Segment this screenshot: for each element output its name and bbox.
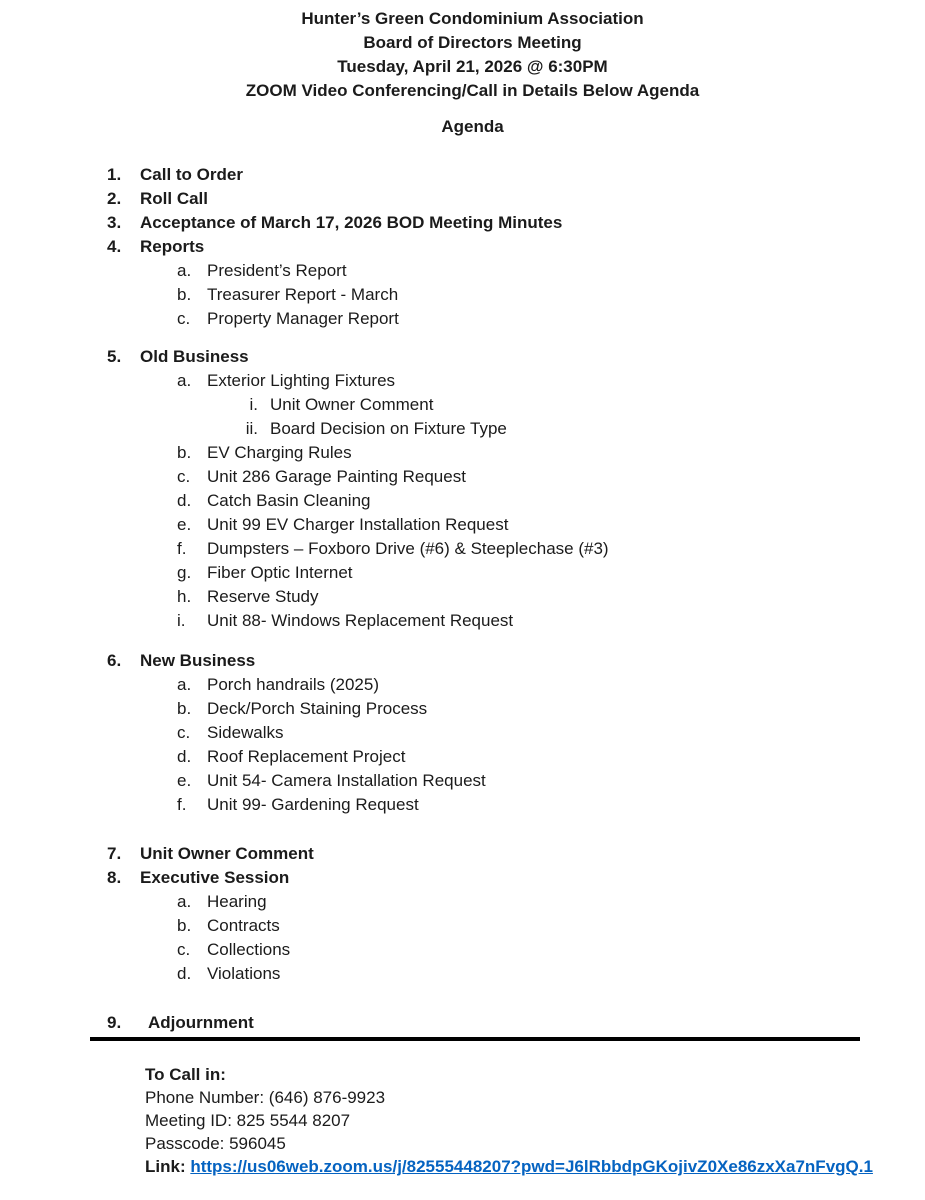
agenda-item-8d xyxy=(0,962,925,986)
item-label: Fiber Optic Internet xyxy=(207,563,353,582)
item-label: Property Manager Report xyxy=(207,309,399,328)
agenda-item-1 xyxy=(0,163,925,187)
phone-number: Phone Number: (646) 876-9923 xyxy=(145,1088,386,1107)
item-label: Unit 54- Camera Installation Request xyxy=(207,771,486,790)
item-marker: a. xyxy=(177,892,192,911)
item-label: Unit 99 EV Charger Installation Request xyxy=(207,515,509,534)
item-marker: 9. xyxy=(107,1013,122,1032)
agenda-item-5b xyxy=(0,441,925,465)
item-marker: g. xyxy=(177,563,192,582)
item-marker: 7. xyxy=(107,844,122,863)
item-marker: e. xyxy=(177,771,192,790)
item-label: Exterior Lighting Fixtures xyxy=(207,371,396,390)
item-marker: i. xyxy=(249,395,258,414)
document-header xyxy=(105,7,840,103)
item-marker: d. xyxy=(177,491,192,510)
item-marker: e. xyxy=(177,515,192,534)
item-marker: b. xyxy=(177,699,192,718)
agenda-item-6f xyxy=(0,793,925,817)
item-label: Acceptance of March 17, 2026 BOD Meeting Minutes xyxy=(140,213,563,232)
item-label: Violations xyxy=(207,964,281,983)
item-label: Executive Session xyxy=(140,868,290,887)
item-marker: 3. xyxy=(107,213,122,232)
agenda-item-8b xyxy=(0,914,925,938)
call-in-heading: To Call in: xyxy=(145,1065,226,1084)
item-label: Roof Replacement Project xyxy=(207,747,406,766)
call-in-details xyxy=(145,1063,925,1178)
agenda-item-6c xyxy=(0,721,925,745)
horizontal-rule xyxy=(90,1037,860,1041)
agenda-item-5a xyxy=(0,369,925,393)
agenda-item-5e xyxy=(0,513,925,537)
agenda-item-5h xyxy=(0,585,925,609)
agenda-item-5d xyxy=(0,489,925,513)
agenda-item-8c xyxy=(0,938,925,962)
agenda-item-4c xyxy=(0,307,925,331)
item-label: Catch Basin Cleaning xyxy=(207,491,371,510)
item-marker: 2. xyxy=(107,189,122,208)
item-marker: f. xyxy=(177,539,187,558)
agenda-item-5 xyxy=(0,345,925,369)
zoom-meeting-link[interactable]: https://us06web.zoom.us/j/82555448207?pwd=J6lRbbdpGKojivZ0Xe86zxXa7nFvgQ.1 xyxy=(190,1157,873,1176)
item-marker: f. xyxy=(177,795,187,814)
agenda-item-4 xyxy=(0,235,925,259)
agenda-section-title: Agenda xyxy=(441,117,504,136)
item-label: New Business xyxy=(140,651,256,670)
agenda-item-6b xyxy=(0,697,925,721)
item-marker: d. xyxy=(177,747,192,766)
agenda-item-5a-i xyxy=(0,393,925,417)
item-marker: h. xyxy=(177,587,192,606)
item-label: Call to Order xyxy=(140,165,243,184)
agenda-item-3 xyxy=(0,211,925,235)
item-label: Sidewalks xyxy=(207,723,284,742)
item-marker: c. xyxy=(177,723,191,742)
agenda-item-6e xyxy=(0,769,925,793)
item-label: Collections xyxy=(207,940,291,959)
item-label: EV Charging Rules xyxy=(207,443,352,462)
item-marker: 6. xyxy=(107,651,122,670)
agenda-item-6d xyxy=(0,745,925,769)
agenda-list xyxy=(0,163,925,1035)
item-marker: 8. xyxy=(107,868,122,887)
meeting-datetime: Tuesday, April 21, 2026 @ 6:30PM xyxy=(337,57,608,76)
item-marker: a. xyxy=(177,675,192,694)
item-marker: b. xyxy=(177,285,192,304)
agenda-item-4a xyxy=(0,259,925,283)
item-label: Unit 88- Windows Replacement Request xyxy=(207,611,514,630)
item-marker: c. xyxy=(177,940,191,959)
conference-note: ZOOM Video Conferencing/Call in Details Below Agenda xyxy=(245,81,700,100)
item-marker: 5. xyxy=(107,347,122,366)
item-label: Unit Owner Comment xyxy=(270,395,434,414)
item-marker: 1. xyxy=(107,165,122,184)
item-label: Unit 286 Garage Painting Request xyxy=(207,467,466,486)
item-label: Porch handrails (2025) xyxy=(207,675,379,694)
agenda-item-2 xyxy=(0,187,925,211)
item-label: Reserve Study xyxy=(207,587,319,606)
passcode: Passcode: 596045 xyxy=(145,1134,286,1153)
item-label: Old Business xyxy=(140,347,249,366)
item-label: Unit 99- Gardening Request xyxy=(207,795,419,814)
agenda-item-5a-ii xyxy=(0,417,925,441)
agenda-item-6 xyxy=(0,649,925,673)
agenda-item-5g xyxy=(0,561,925,585)
item-label: Roll Call xyxy=(140,189,209,208)
item-label: Reports xyxy=(140,237,205,256)
item-label: Contracts xyxy=(207,916,280,935)
item-label: Deck/Porch Staining Process xyxy=(207,699,428,718)
item-marker: i. xyxy=(177,611,186,630)
agenda-item-4b xyxy=(0,283,925,307)
item-marker: b. xyxy=(177,443,192,462)
agenda-item-8a xyxy=(0,890,925,914)
item-label: Treasurer Report - March xyxy=(207,285,399,304)
meeting-id: Meeting ID: 825 5544 8207 xyxy=(145,1111,351,1130)
item-label: Board Decision on Fixture Type xyxy=(270,419,507,438)
meeting-type: Board of Directors Meeting xyxy=(363,33,582,52)
item-marker: a. xyxy=(177,261,192,280)
item-label: Hearing xyxy=(207,892,267,911)
link-label: Link: xyxy=(145,1157,186,1176)
item-label: Dumpsters – Foxboro Drive (#6) & Steeplechase (#3) xyxy=(207,539,609,558)
agenda-item-8 xyxy=(0,866,925,890)
agenda-item-6a xyxy=(0,673,925,697)
item-label: President’s Report xyxy=(207,261,347,280)
agenda-item-5c xyxy=(0,465,925,489)
item-marker: c. xyxy=(177,309,191,328)
item-label: Adjournment xyxy=(148,1013,254,1032)
agenda-item-9 xyxy=(0,1011,925,1035)
item-marker: 4. xyxy=(107,237,122,256)
org-name: Hunter’s Green Condominium Association xyxy=(301,9,644,28)
item-marker: b. xyxy=(177,916,192,935)
item-marker: ii. xyxy=(245,419,258,438)
agenda-item-5i xyxy=(0,609,925,633)
item-marker: d. xyxy=(177,964,192,983)
item-marker: a. xyxy=(177,371,192,390)
item-marker: c. xyxy=(177,467,191,486)
agenda-item-5f xyxy=(0,537,925,561)
agenda-item-7 xyxy=(0,842,925,866)
link-line xyxy=(145,1155,925,1178)
item-label: Unit Owner Comment xyxy=(140,844,314,863)
